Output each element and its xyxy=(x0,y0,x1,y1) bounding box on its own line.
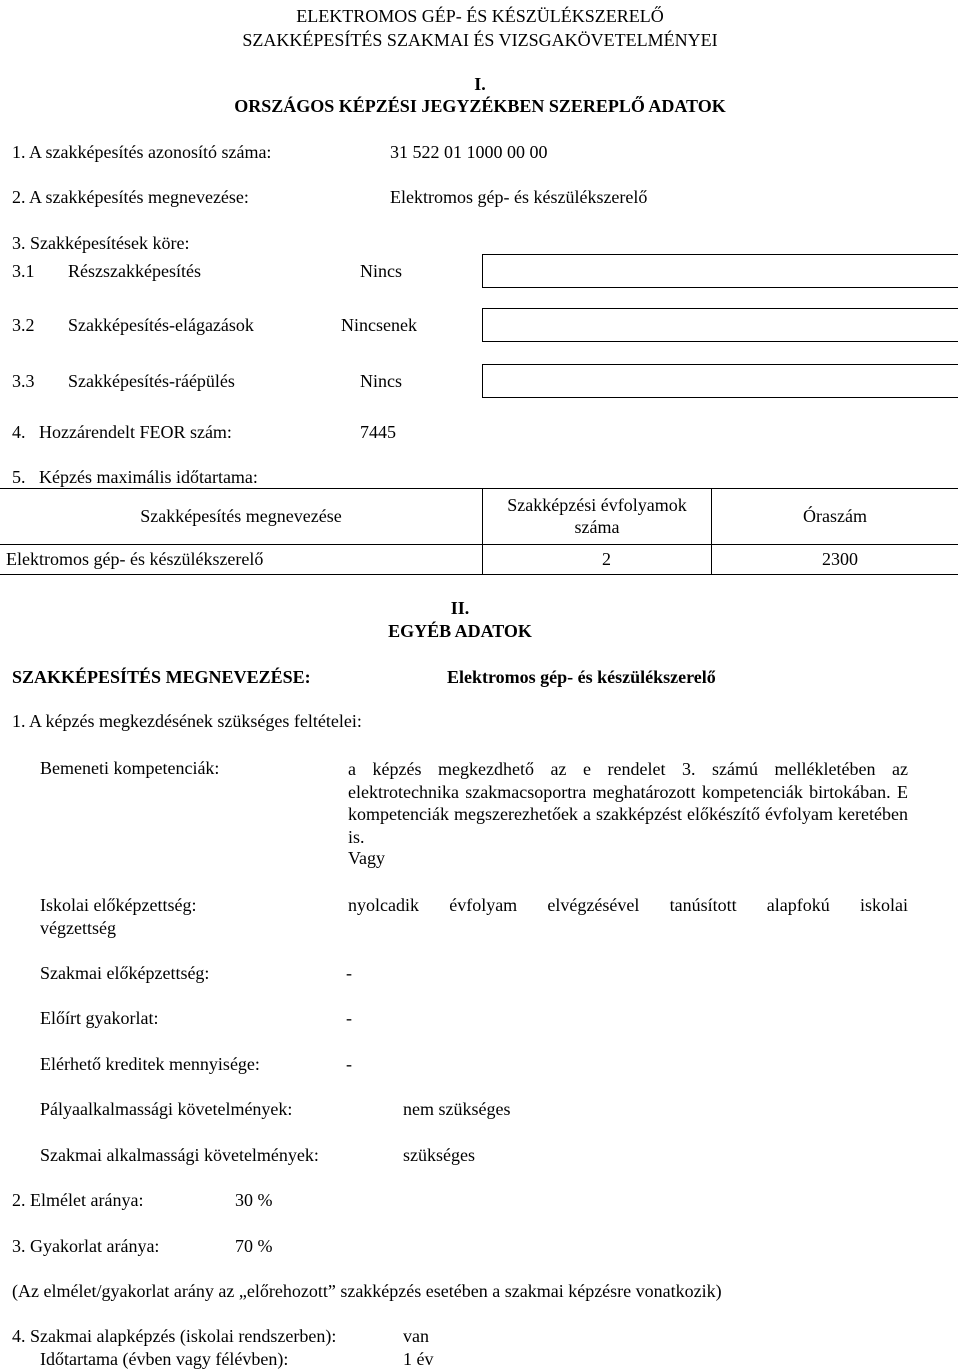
prereq-heading: 1. A képzés megkezdésének szükséges feltételei: xyxy=(12,711,362,731)
item32-box xyxy=(482,308,958,342)
credits-label: Elérhető kreditek mennyisége: xyxy=(40,1054,260,1074)
aptitude-req-value: szükséges xyxy=(403,1145,475,1165)
item1-value: 31 522 01 1000 00 00 xyxy=(390,142,548,162)
practice-ratio-label: 3. Gyakorlat aránya: xyxy=(12,1236,160,1256)
cell-hours: 2300 xyxy=(712,545,959,575)
col-header-hours: Óraszám xyxy=(712,489,959,545)
entry-competence-label: Bemeneti kompetenciák: xyxy=(40,758,220,778)
item31-num: 3.1 xyxy=(12,261,35,281)
item32-value: Nincsenek xyxy=(341,315,417,335)
ratio-note: (Az elmélet/gyakorlat arány az „előrehozott” szakképzés esetében a szakmai képzésre vonatkozik) xyxy=(12,1281,722,1301)
item32-num: 3.2 xyxy=(12,315,35,335)
item31-value: Nincs xyxy=(360,261,402,281)
item33-label: Szakképesítés-ráépülés xyxy=(68,371,235,391)
item33-num: 3.3 xyxy=(12,371,35,391)
qualification-name-label: SZAKKÉPESÍTÉS MEGNEVEZÉSE: xyxy=(12,667,311,687)
item33-box xyxy=(482,364,958,398)
section1-numeral: I. xyxy=(474,74,486,94)
section2-numeral: II. xyxy=(450,598,470,618)
cell-years: 2 xyxy=(483,545,712,575)
item4-label: 4. Hozzárendelt FEOR szám: xyxy=(12,422,232,442)
duration-table-row xyxy=(0,545,958,575)
basic-duration-value: 1 év xyxy=(403,1349,434,1369)
item4-value: 7445 xyxy=(360,422,396,442)
practice-prereq-value: - xyxy=(346,1008,352,1028)
school-label-2: végzettség xyxy=(40,918,116,938)
theory-ratio-value: 30 % xyxy=(235,1190,273,1210)
entry-competence-or: Vagy xyxy=(348,848,385,868)
career-req-value: nem szükséges xyxy=(403,1099,511,1119)
theory-ratio-label: 2. Elmélet aránya: xyxy=(12,1190,144,1210)
item31-box xyxy=(482,254,958,288)
school-label-1: Iskolai előképzettség: xyxy=(40,895,197,915)
practice-prereq-label: Előírt gyakorlat: xyxy=(40,1008,159,1028)
duration-table xyxy=(0,488,958,575)
aptitude-req-label: Szakmai alkalmassági követelmények: xyxy=(40,1145,319,1165)
item33-value: Nincs xyxy=(360,371,402,391)
prof-prereq-value: - xyxy=(346,963,352,983)
item5-label: 5. Képzés maximális időtartama: xyxy=(12,467,258,487)
basic-duration-label: Időtartama (évben vagy félévben): xyxy=(40,1349,289,1369)
school-text: nyolcadik évfolyam elvégzésével tanúsított alapfokú iskolai xyxy=(348,895,908,915)
item2-label: 2. A szakképesítés megnevezése: xyxy=(12,187,249,207)
basic-training-label: 4. Szakmai alapképzés (iskolai rendszerben): xyxy=(12,1326,337,1346)
section2-title: EGYÉB ADATOK xyxy=(388,621,532,641)
doc-title-line1: ELEKTROMOS GÉP- ÉS KÉSZÜLÉKSZERELŐ xyxy=(296,6,664,26)
qualification-name-value: Elektromos gép- és készülékszerelő xyxy=(447,667,716,687)
doc-title-line2: SZAKKÉPESÍTÉS SZAKMAI ÉS VIZSGAKÖVETELMÉNYEI xyxy=(242,30,718,50)
item31-label: Részszakképesítés xyxy=(68,261,201,281)
item32-label: Szakképesítés-elágazások xyxy=(68,315,254,335)
prof-prereq-label: Szakmai előképzettség: xyxy=(40,963,210,983)
item1-label: 1. A szakképesítés azonosító száma: xyxy=(12,142,272,162)
cell-name: Elektromos gép- és készülékszerelő xyxy=(0,545,483,575)
item3-label: 3. Szakképesítések köre: xyxy=(12,233,190,253)
entry-competence-text: a képzés megkezdhető az e rendelet 3. számú mellékletében az elektrotechnika szakmacsoportra meghatározott kompetenciák birtokában. E kompetenciák megszerezhetőek a szakképzést előkészítő évfolyam keretében is. xyxy=(348,759,908,847)
item2-value: Elektromos gép- és készülékszerelő xyxy=(390,187,648,207)
section1-title: ORSZÁGOS KÉPZÉSI JEGYZÉKBEN SZEREPLŐ ADATOK xyxy=(234,96,726,116)
duration-table-header-row xyxy=(0,489,958,545)
career-req-label: Pályaalkalmassági követelmények: xyxy=(40,1099,293,1119)
col-header-name: Szakképesítés megnevezése xyxy=(0,489,483,545)
basic-training-value: van xyxy=(403,1326,429,1346)
practice-ratio-value: 70 % xyxy=(235,1236,273,1256)
credits-value: - xyxy=(346,1054,352,1074)
col-header-years: Szakképzési évfolyamok száma xyxy=(483,489,712,545)
